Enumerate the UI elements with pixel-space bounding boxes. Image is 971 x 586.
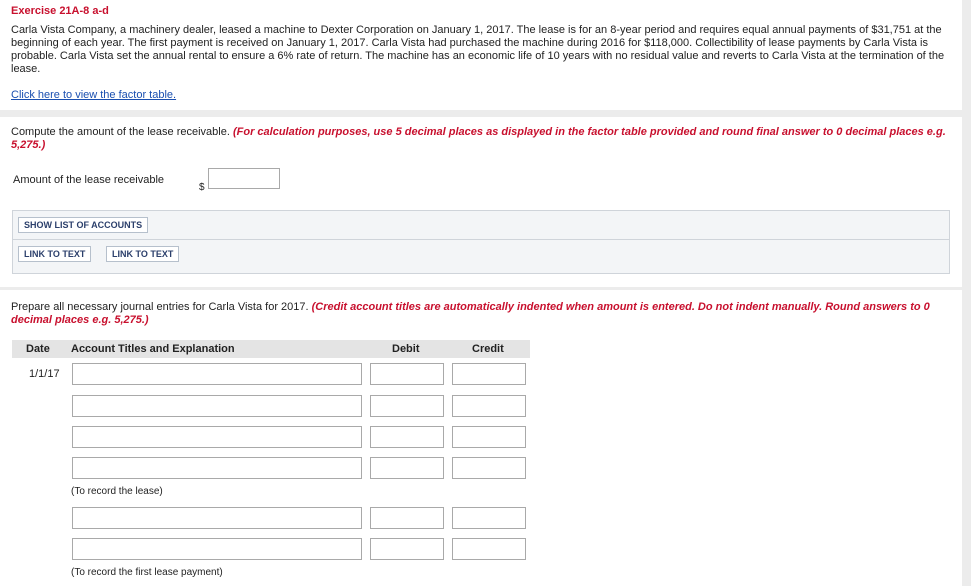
currency-symbol: $ bbox=[199, 182, 205, 193]
resource-button-area bbox=[12, 210, 950, 274]
note-record-lease: (To record the lease) bbox=[71, 486, 163, 497]
header-credit: Credit bbox=[472, 343, 504, 355]
link-to-text-button-1[interactable]: LINK TO TEXT bbox=[18, 246, 91, 262]
debit-input-2[interactable] bbox=[370, 395, 444, 417]
part2-instruction bbox=[11, 301, 951, 327]
part2-instruction-note: (Credit account titles are automatically indented when amount is entered. Do not indent manually. Round answers to 0 decimal places e.g. 5,275.) bbox=[11, 301, 930, 326]
header-debit: Debit bbox=[392, 343, 420, 355]
account-input-1[interactable] bbox=[72, 363, 362, 385]
divider bbox=[13, 239, 949, 240]
part2-instruction-text: Prepare all necessary journal entries for Carla Vista for 2017. bbox=[11, 301, 309, 313]
account-input-5[interactable] bbox=[72, 507, 362, 529]
account-input-2[interactable] bbox=[72, 395, 362, 417]
part1-instruction-text: Compute the amount of the lease receivable. bbox=[11, 126, 230, 138]
link-to-text-button-2[interactable]: LINK TO TEXT bbox=[106, 246, 179, 262]
show-list-of-accounts-button[interactable]: SHOW LIST OF ACCOUNTS bbox=[18, 217, 148, 233]
debit-input-6[interactable] bbox=[370, 538, 444, 560]
entry-date: 1/1/17 bbox=[29, 368, 60, 380]
debit-input-1[interactable] bbox=[370, 363, 444, 385]
factor-table-link[interactable]: Click here to view the factor table. bbox=[11, 89, 177, 101]
credit-input-6[interactable] bbox=[452, 538, 526, 560]
credit-input-4[interactable] bbox=[452, 457, 526, 479]
debit-input-4[interactable] bbox=[370, 457, 444, 479]
account-input-4[interactable] bbox=[72, 457, 362, 479]
header-date: Date bbox=[26, 343, 50, 355]
credit-input-3[interactable] bbox=[452, 426, 526, 448]
note-record-payment: (To record the first lease payment) bbox=[71, 567, 223, 578]
problem-panel bbox=[0, 0, 962, 110]
credit-input-2[interactable] bbox=[452, 395, 526, 417]
debit-input-3[interactable] bbox=[370, 426, 444, 448]
exercise-title: Exercise 21A-8 a-d bbox=[11, 5, 109, 17]
amount-label: Amount of the lease receivable bbox=[13, 174, 165, 186]
lease-receivable-input[interactable] bbox=[208, 168, 280, 189]
part1-instruction-note: (For calculation purposes, use 5 decimal places as displayed in the factor table provided and round final answer to 0 decimal places e.g. 5,275.) bbox=[11, 126, 946, 151]
credit-input-5[interactable] bbox=[452, 507, 526, 529]
debit-input-5[interactable] bbox=[370, 507, 444, 529]
part2-panel bbox=[0, 290, 962, 586]
part1-instruction bbox=[11, 126, 951, 152]
part1-panel bbox=[0, 117, 962, 287]
journal-header bbox=[12, 340, 530, 358]
problem-statement: Carla Vista Company, a machinery dealer, leased a machine to Dexter Corporation on January 1, 2017. The lease is for an 8-year period and requires equal annual payments of $31,751 at the beginning of each year. The first payment is received on January 1, 2017. Carla Vista had purchased the machine during 2016 for $118,000. Collectibility of lease payments by Carla Vista is probable. Carla Vista set the annual rental to ensure a 6% rate of return. The machine has an economic life of 10 years with no residual value and reverts to Carla Vista at the termination of the lease. bbox=[11, 24, 945, 75]
account-input-6[interactable] bbox=[72, 538, 362, 560]
credit-input-1[interactable] bbox=[452, 363, 526, 385]
account-input-3[interactable] bbox=[72, 426, 362, 448]
header-account: Account Titles and Explanation bbox=[71, 343, 235, 355]
